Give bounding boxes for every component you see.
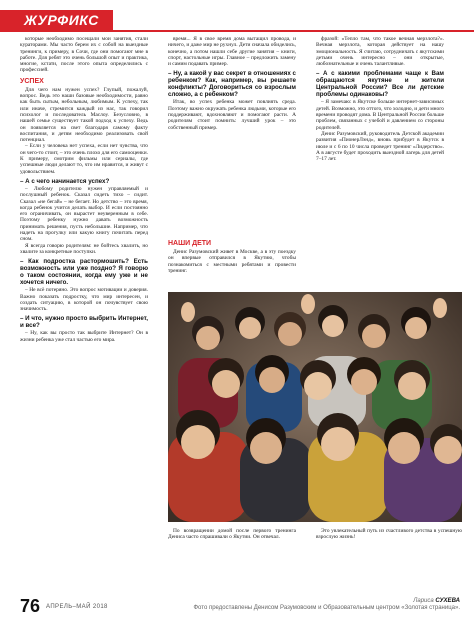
col1-paragraph-3: – Если у человека нет успеха, если нет чувства, что он чего-то стоит, – это очень плохо для его самооценки. К примеру, смотрим фильмы или сериалы, где успешные люди делают то, что им нравится, и живут с удовольствием.	[20, 143, 148, 175]
col1-paragraph-5: Я всегда говорю родителям: не бойтесь хвалить, но хвалите за конкретные поступки.	[20, 242, 148, 255]
col2-paragraph-1: время... Я в свое время дома вытащил провода, и ничего, и даже мир не рухнул. Дети сначала обиделись, конечно, а потом нашли себе другие занятия – книги, спорт, настольные игры. Главное – предложить замену и самим подавать пример.	[168, 36, 296, 68]
col1-paragraph-1: которые необходимо посещали мои занятия, стали кураторами. Мы часто берем их с собой на выездные тренинги, к примеру, в Сочи, где они помогают мне в работе. Для ребят это очень большой опыт и практика, многие, кстати, после этого опыта определились с профессией.	[20, 36, 148, 74]
column-3-bottom	[316, 528, 462, 588]
col1-question-2: – Как подростка растормошить? Есть возможность или уже поздно? Я говорю о таком состоянии, когда ему уже и не хочется ничего.	[20, 258, 148, 287]
col3-paragraph-2: – Я замечаю: в Якутске больше интернет-зависимых детей. Возможно, это оттого, что холодно, и дети много времени проводят дома. В Центральной России больше проблем, связанных с учебой и давлением со стороны родителей.	[316, 99, 444, 131]
column-1	[20, 36, 148, 586]
header-rule	[0, 30, 474, 32]
author	[194, 598, 461, 605]
page-number: 76	[20, 596, 41, 616]
column-3	[316, 36, 444, 286]
byline	[194, 598, 461, 612]
issue-date: АПРЕЛЬ–МАЙ 2018	[46, 604, 108, 610]
col2-question-1: – Ну, а какой у вас секрет в отношениях с ребенком? Как, например, вы решаете конфликты? Договориться со взрослым сложно, а с ребенком?	[168, 70, 296, 99]
column-2-lower	[168, 236, 296, 284]
column-2-bottom	[168, 528, 296, 588]
section-label: ЖУРФИКС	[0, 10, 113, 30]
group-photo-illustration	[168, 292, 462, 522]
photo-credit: Фото предоставлены Денисом Разумовским и Образовательным центром «Золотая страница».	[193, 605, 460, 611]
col1-subheading-success: УСПЕХ	[20, 77, 44, 85]
col1-paragraph-7: – Ну, как вы просто так выбрите Интернет? Он в жизни ребенка уже стал частью его мира.	[20, 330, 148, 343]
col2-subheading-our-kids: НАШИ ДЕТИ	[168, 240, 212, 247]
col3-paragraph-1: фразой: «Тепло там, что такое вечная мерзлота?». Вечная мерзлота, которая действует на нашу эмоциональность. Я считаю, сотрудничать с якутскими детьми очень интересно – они открытые, любознательные и очень талантливые.	[316, 36, 444, 68]
col2-paragraph-2: Итак, во успех ребенка может повлиять среда. Поэтому важно окружать ребенка людьми, которые его поддерживают, вдохновляют и помогают расти. А родителям стоит помнить: лучший урок – это собственный пример.	[168, 99, 296, 131]
col1-paragraph-6: – Не всё потеряно. Это вопрос мотивации и доверия. Важно показать подростку, что мир интересен, и создать ситуацию, в которой он почувствует свою значимость.	[20, 287, 148, 313]
col3-paragraph-4: Это увлекательный путь из счастливого детства в успешную взрослую жизнь!	[316, 528, 462, 541]
col3-question-1: – А с какими проблемами чаще к Вам обращаются якутяне и жители Центральной России? Все ли детские проблемы одинаковы?	[316, 70, 444, 99]
col2-paragraph-4: По возвращении домой после первого тренинга Дениса часто спрашивали о Якутии. Он отвечал.	[168, 528, 296, 541]
col2-paragraph-3: Денис Разумовский живет в Москве, а в эту поездку он впервые отправился в Якутию, чтобы познакомиться с местными ребятами и провести тренинг.	[168, 249, 296, 274]
col3-paragraph-3: Денис Разумовский, руководитель Детской академии развития «ПионерЛэнд», вновь прибудет в Якутск в июле и с 6 по 10 числа проведет тренинг «Лидерство». А в августе будет проходить выездной лагерь для детей 7–17 лет.	[316, 130, 444, 163]
author-first-name: Лариса	[413, 598, 434, 604]
col1-question-1: – А с чего начинается успех?	[20, 177, 110, 185]
col1-paragraph-4: – Любому родителю нужен управляемый и послушный ребенок. Сказал сидеть тихо – сидит. Сказал «не бегай» – не бегает. Но детство – это время, когда ребенок учится делать выбор. И если постоянно его ограничивать, он вырастет неуверенным в себе. Поэтому ребенку нужно давать возможность принимать решения, пусть небольшие. Например, что надеть на прогулку или какую книгу почитать перед сном.	[20, 185, 148, 243]
col1-paragraph-2: Для чего нам нужен успех? Глупый, пожалуй, вопрос. Ведь это наши базовые необходимости, равно как быть сытым, небольным, любимым. К успеху, так или иначе, стремится каждый из нас, так говорил психолог и последователь Маслоу. Безусловно, в нашей семье существует такой подход к успеху. Ведь он появляется на свет благодаря самому факту воспитания, и детям необходимо реализовать свой потенциал.	[20, 86, 148, 144]
col1-question-3: – И что, нужно просто выбрить Интернет, и все?	[20, 315, 148, 330]
column-2	[168, 36, 296, 236]
author-last-name: СУХЕВА	[435, 598, 460, 604]
group-photo	[168, 292, 462, 522]
